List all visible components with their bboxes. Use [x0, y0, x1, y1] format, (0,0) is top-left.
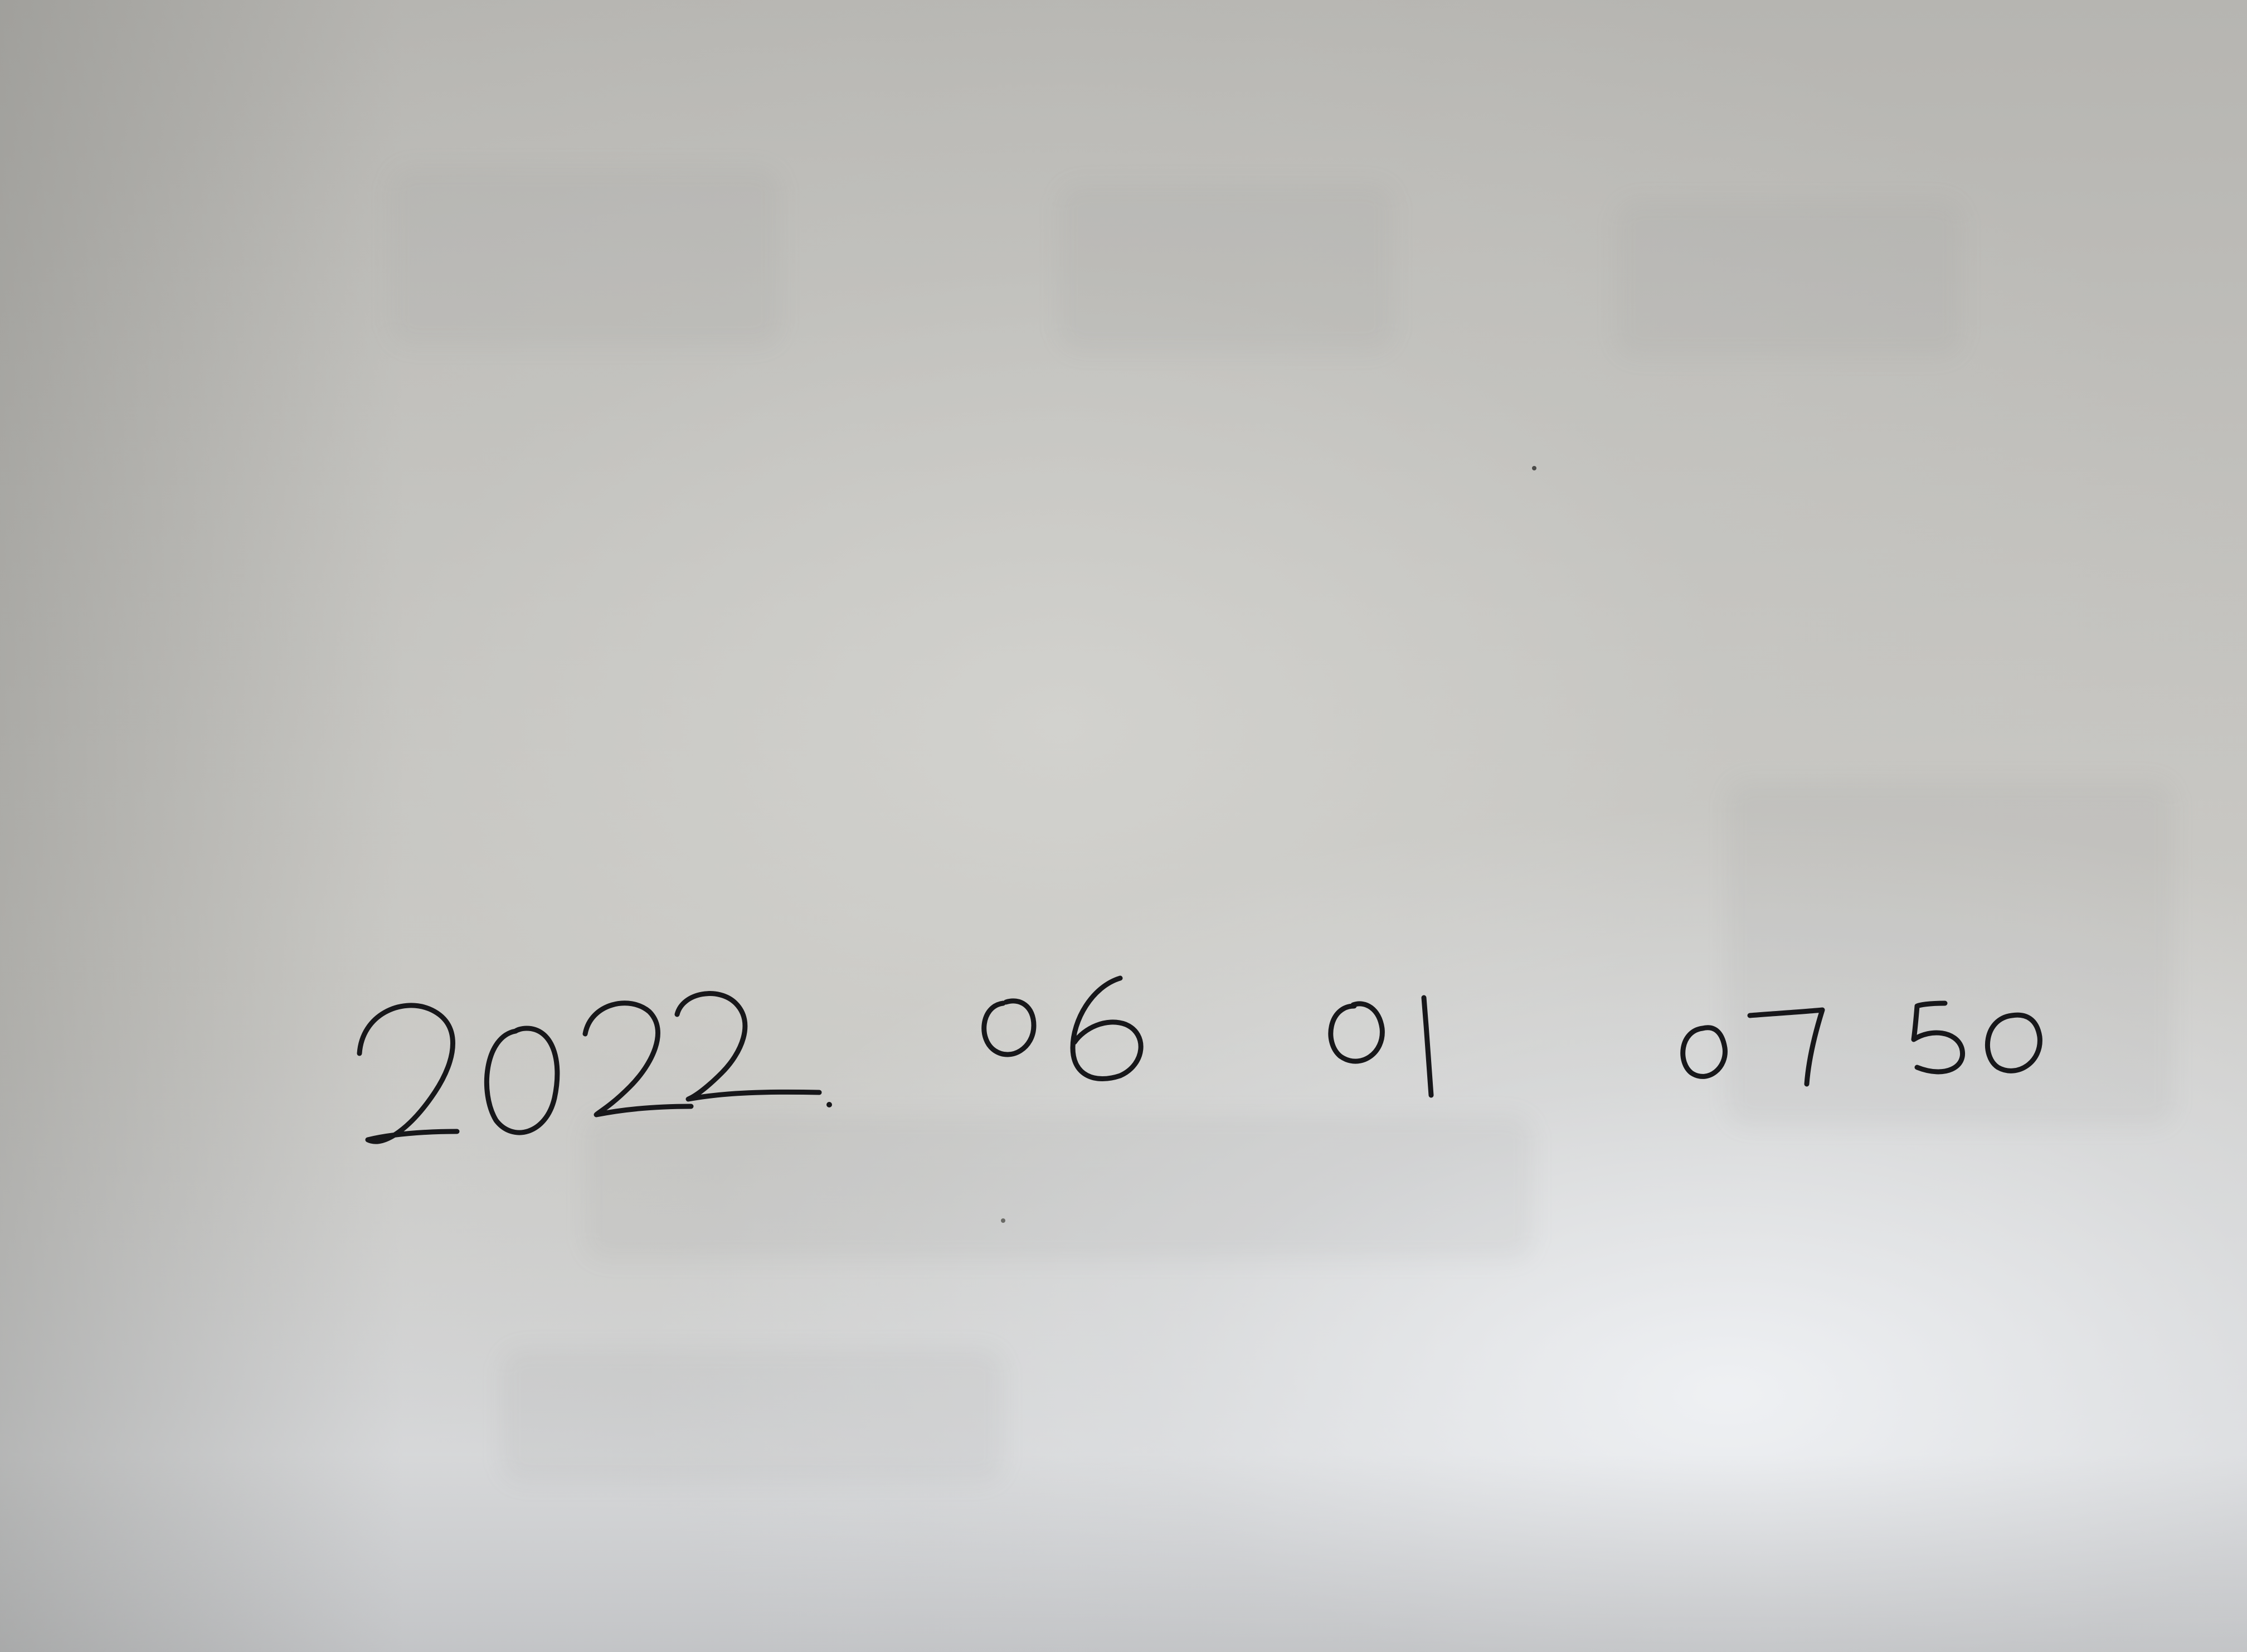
handwritten-digit	[487, 1028, 557, 1133]
handwritten-day	[1331, 998, 1431, 1095]
handwritten-digit	[1914, 1003, 1963, 1072]
handwritten-minute	[1914, 1003, 2040, 1072]
handwritten-digit	[1424, 998, 1431, 1095]
handwritten-digit	[1683, 1028, 1725, 1077]
handwritten-month	[984, 978, 1141, 1079]
handwritten-digit	[1750, 1010, 1822, 1084]
handwritten-hour	[1683, 1010, 1822, 1084]
handwritten-year	[359, 994, 832, 1142]
handwritten-digit	[1073, 978, 1141, 1079]
ink-fleck	[1001, 1218, 1005, 1223]
handwritten-digit	[984, 1001, 1034, 1055]
handwritten-digit	[677, 994, 819, 1099]
handwritten-digit	[1331, 1004, 1383, 1061]
handwritten-digit	[1987, 1015, 2040, 1071]
handwritten-digit	[359, 1005, 457, 1141]
handwritten-digit	[585, 1003, 691, 1115]
ink-fleck	[1532, 466, 1536, 470]
ink-dot	[826, 1102, 832, 1107]
